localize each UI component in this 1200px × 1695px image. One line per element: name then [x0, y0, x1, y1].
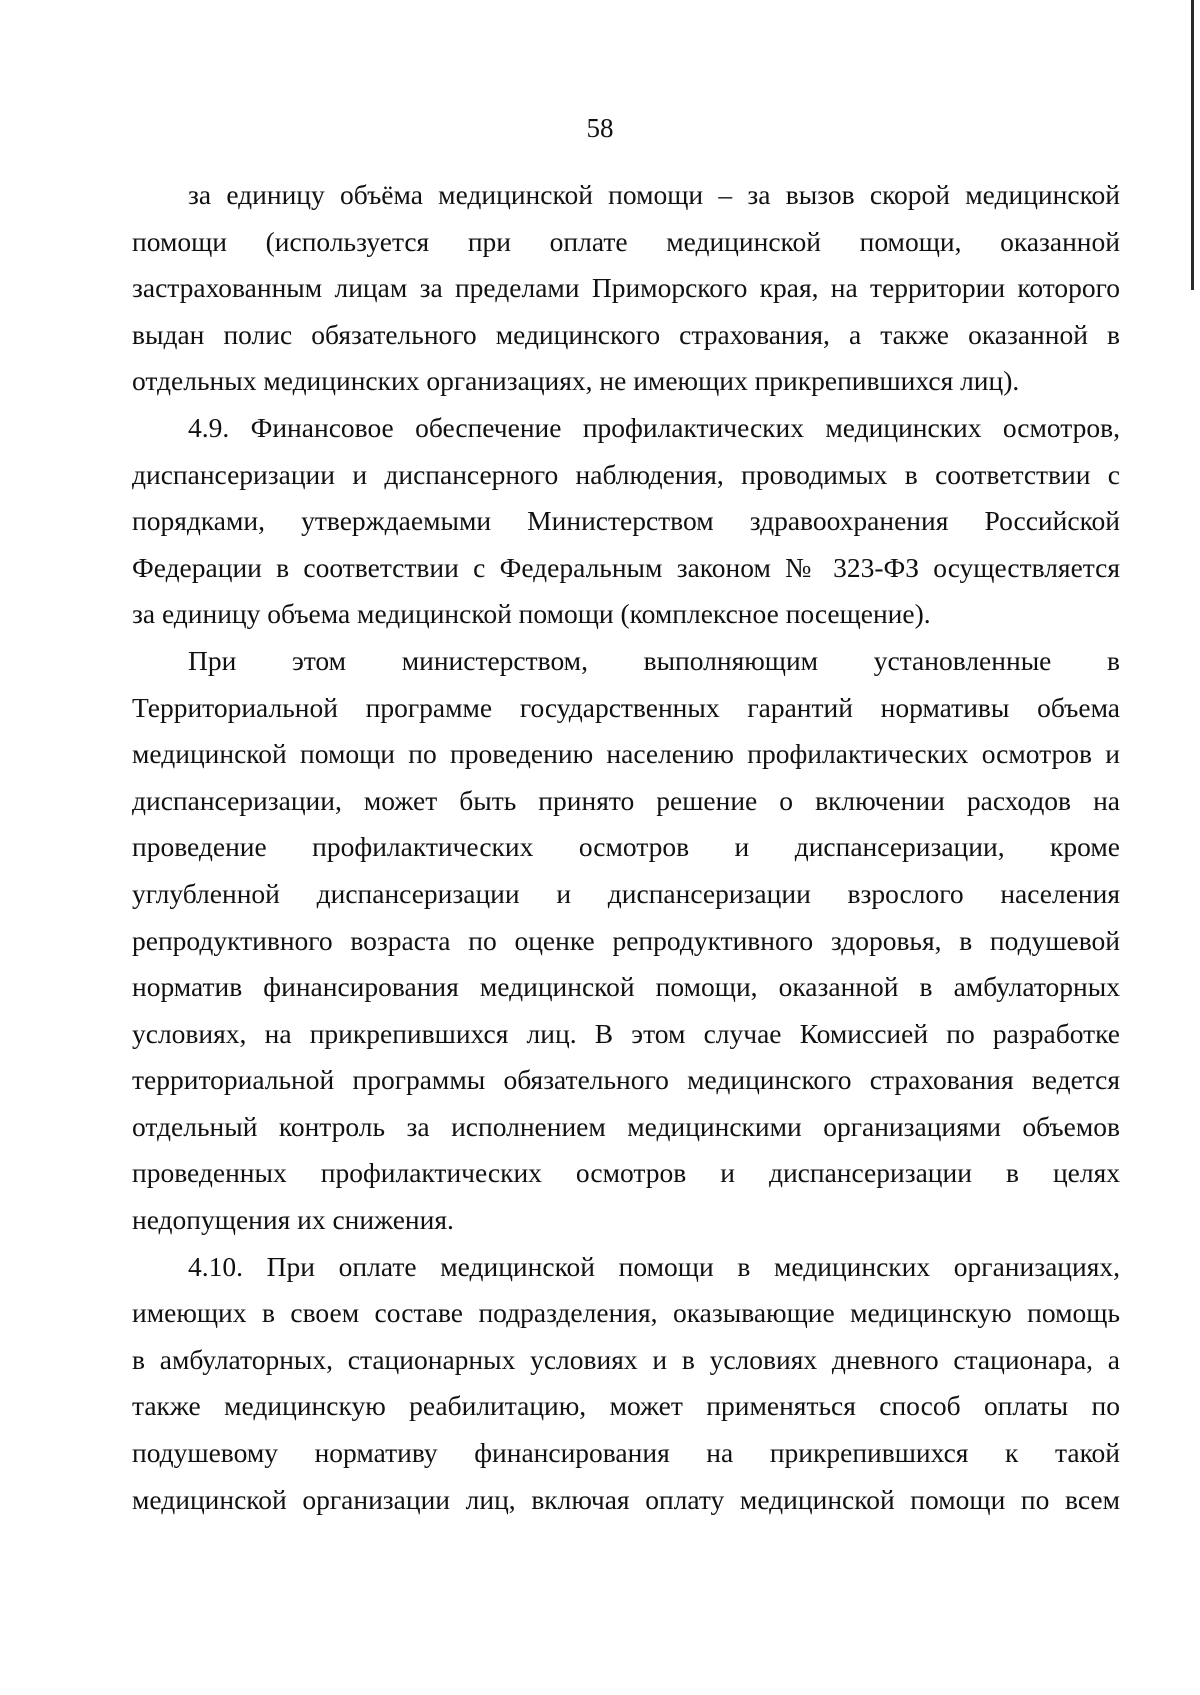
- text-line: Федерации в соответствии с Федеральным законом № 323-ФЗ осуществляется: [132, 551, 1120, 583]
- text-line: подушевому нормативу финансирования на прикрепившихся к такой: [132, 1437, 1120, 1469]
- text-line: отдельный контроль за исполнением медицинскими организациями объемов: [132, 1110, 1120, 1142]
- text-line: проведение профилактических осмотров и диспансеризации, кроме: [132, 831, 1120, 863]
- text-line: за единицу объема медицинской помощи (комплексное посещение).: [132, 598, 931, 630]
- text-line: порядками, утверждаемыми Министерством здравоохранения Российской: [132, 505, 1120, 537]
- text-line: Территориальной программе государственных гарантий нормативы объема: [132, 691, 1120, 723]
- text-line: застрахованным лицам за пределами Приморского края, на территории которого: [132, 272, 1120, 304]
- text-line: территориальной программы обязательного медицинского страхования ведется: [132, 1064, 1120, 1096]
- text-line: 4.9. Финансовое обеспечение профилактических медицинских осмотров,: [188, 411, 1120, 443]
- text-line: выдан полис обязательного медицинского страхования, а также оказанной в: [132, 318, 1120, 350]
- text-line: медицинской помощи по проведению населению профилактических осмотров и: [132, 738, 1120, 770]
- text-line: недопущения их снижения.: [132, 1204, 454, 1236]
- text-line: условиях, на прикрепившихся лиц. В этом случае Комиссией по разработке: [132, 1017, 1120, 1049]
- text-line: При этом министерством, выполняющим установленные в: [188, 644, 1120, 676]
- body-text: [132, 172, 1120, 1523]
- page-number: 58: [586, 113, 614, 143]
- text-line: имеющих в своем составе подразделения, оказывающие медицинскую помощь: [132, 1297, 1120, 1329]
- text-line: диспансеризации и диспансерного наблюдения, проводимых в соответствии с: [132, 458, 1120, 490]
- text-line: углубленной диспансеризации и диспансеризации взрослого населения: [132, 877, 1120, 909]
- text-line: помощи (используется при оплате медицинской помощи, оказанной: [132, 225, 1120, 257]
- text-line: за единицу объёма медицинской помощи – за вызов скорой медицинской: [188, 179, 1120, 210]
- text-line: норматив финансирования медицинской помощи, оказанной в амбулаторных: [132, 971, 1120, 1003]
- text-line: также медицинскую реабилитацию, может применяться способ оплаты по: [132, 1390, 1120, 1422]
- text-line: репродуктивного возраста по оценке репродуктивного здоровья, в подушевой: [132, 924, 1120, 956]
- text-line: медицинской организации лиц, включая оплату медицинской помощи по всем: [132, 1483, 1120, 1515]
- text-line: в амбулаторных, стационарных условиях и в условиях дневного стационара, а: [132, 1343, 1120, 1375]
- text-line: диспансеризации, может быть принято решение о включении расходов на: [132, 784, 1120, 816]
- text-line: проведенных профилактических осмотров и диспансеризации в целях: [132, 1157, 1120, 1189]
- text-line: 4.10. При оплате медицинской помощи в медицинских организациях,: [188, 1250, 1120, 1282]
- text-line: отдельных медицинских организациях, не имеющих прикрепившихся лиц).: [132, 365, 1020, 397]
